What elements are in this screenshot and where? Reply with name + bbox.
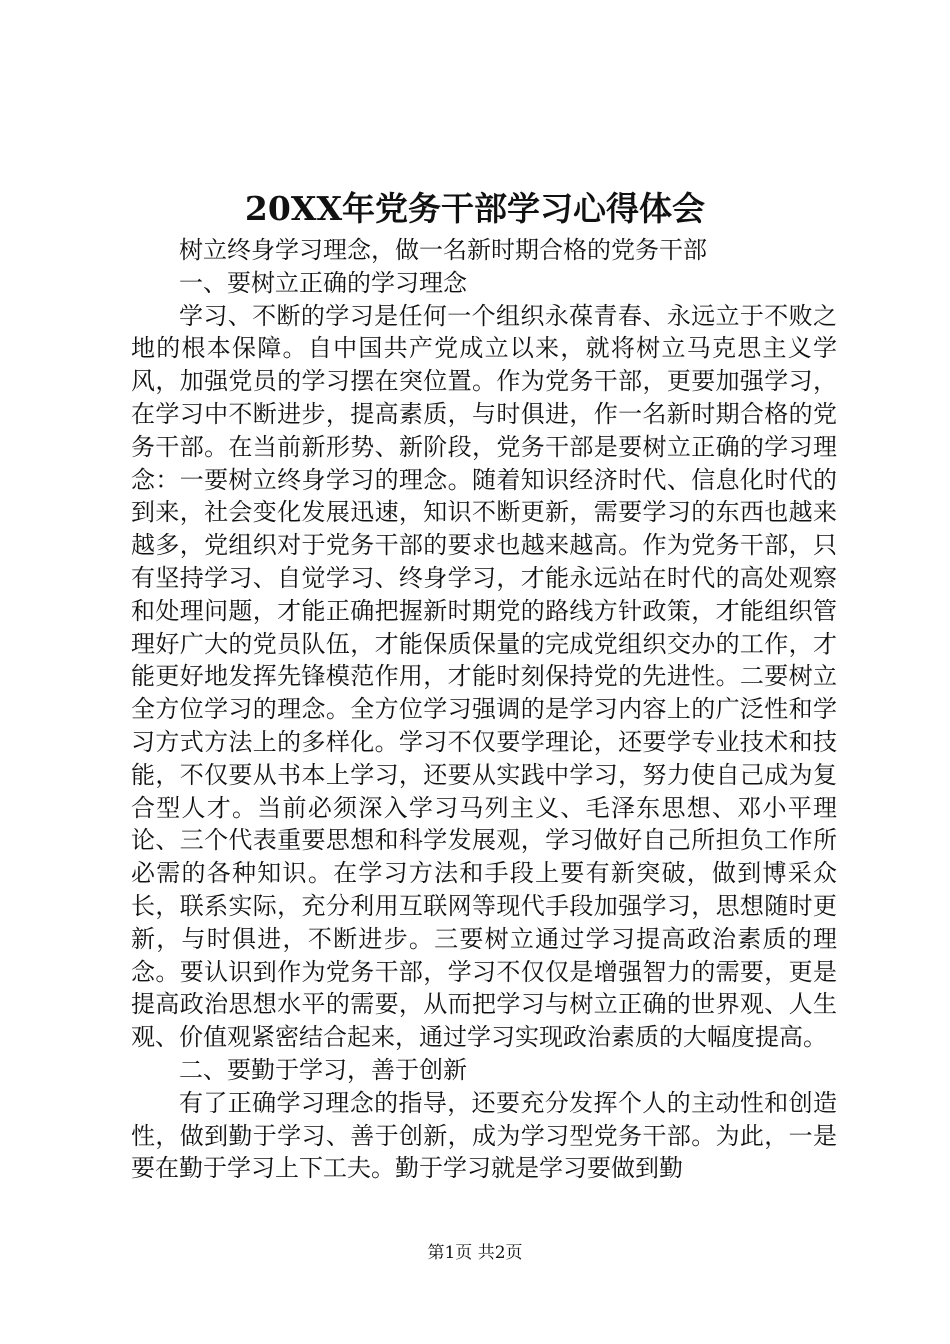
section-heading-1: 一、要树立正确的学习理念 (179, 268, 467, 297)
body-paragraph-2: 有了正确学习理念的指导，还要充分发挥个人的主动性和创造性，做到勤于学习、善于创新，成为学习型党务干部。为此，一是要在勤于学习上下工夫。勤于学习就是学习要做到勤 (131, 1088, 837, 1183)
page-number-footer: 第1页 共2页 (427, 1243, 523, 1263)
subtitle-paragraph: 树立终身学习理念，做一名新时期合格的党务干部 (179, 236, 707, 264)
document-title: 20XX年党务干部学习心得体会 (244, 189, 706, 228)
body-paragraph-1: 学习、不断的学习是任何一个组织永葆青春、永远立于不败之地的根本保障。自中国共产党成立以来，就将树立马克思主义学风，加强党员的学习摆在突位置。作为党务干部，更要加强学习，在学习中不断进步，提高素质，与时俱进，作一名新时期合格的党务干部。在当前新形势、新阶段，党务干部是要树立正确的学习理念：一要树立终身学习的理念。随着知识经济时代、信息化时代的到来，社会变化发展迅速，知识不断更新，需要学习的东西也越来越多，党组织对于党务干部的要求也越来越高。作为党务干部，只有坚持学习、自觉学习、终身学习，才能永远站在时代的高处观察和处理问题，才能正确把握新时期党的路线方针政策，才能组织管理好广大的党员队伍，才能保质保量的完成党组织交办的工作，才能更好地发挥先锋模范作用，才能时刻保持党的先进性。二要树立全方位学习的理念。全方位学习强调的是学习内容上的广泛性和学习方式方法上的多样化。学习不仅要学理论，还要学专业技术和技能，不仅要从书本上学习，还要从实践中学习，努力使自己成为复合型人才。当前必须深入学习马列主义、毛泽东思想、邓小平理论、三个代表重要思想和科学发展观，学习做好自己所担负工作所必需的各种知识。在学习方法和手段上要有新突破，做到博采众长，联系实际，充分利用互联网等现代手段加强学习，思想随时更新，与时俱进，不断进步。三要树立通过学习提高政治素质的理念。要认识到作为党务干部，学习不仅仅是增强智力的需要，更是提高政治思想水平的需要，从而把学习与树立正确的世界观、人生观、价值观紧密结合起来，通过学习实现政治素质的大幅度提高。 (131, 301, 837, 1052)
section-heading-2: 二、要勤于学习，善于创新 (179, 1055, 467, 1084)
document-body (131, 234, 837, 1185)
